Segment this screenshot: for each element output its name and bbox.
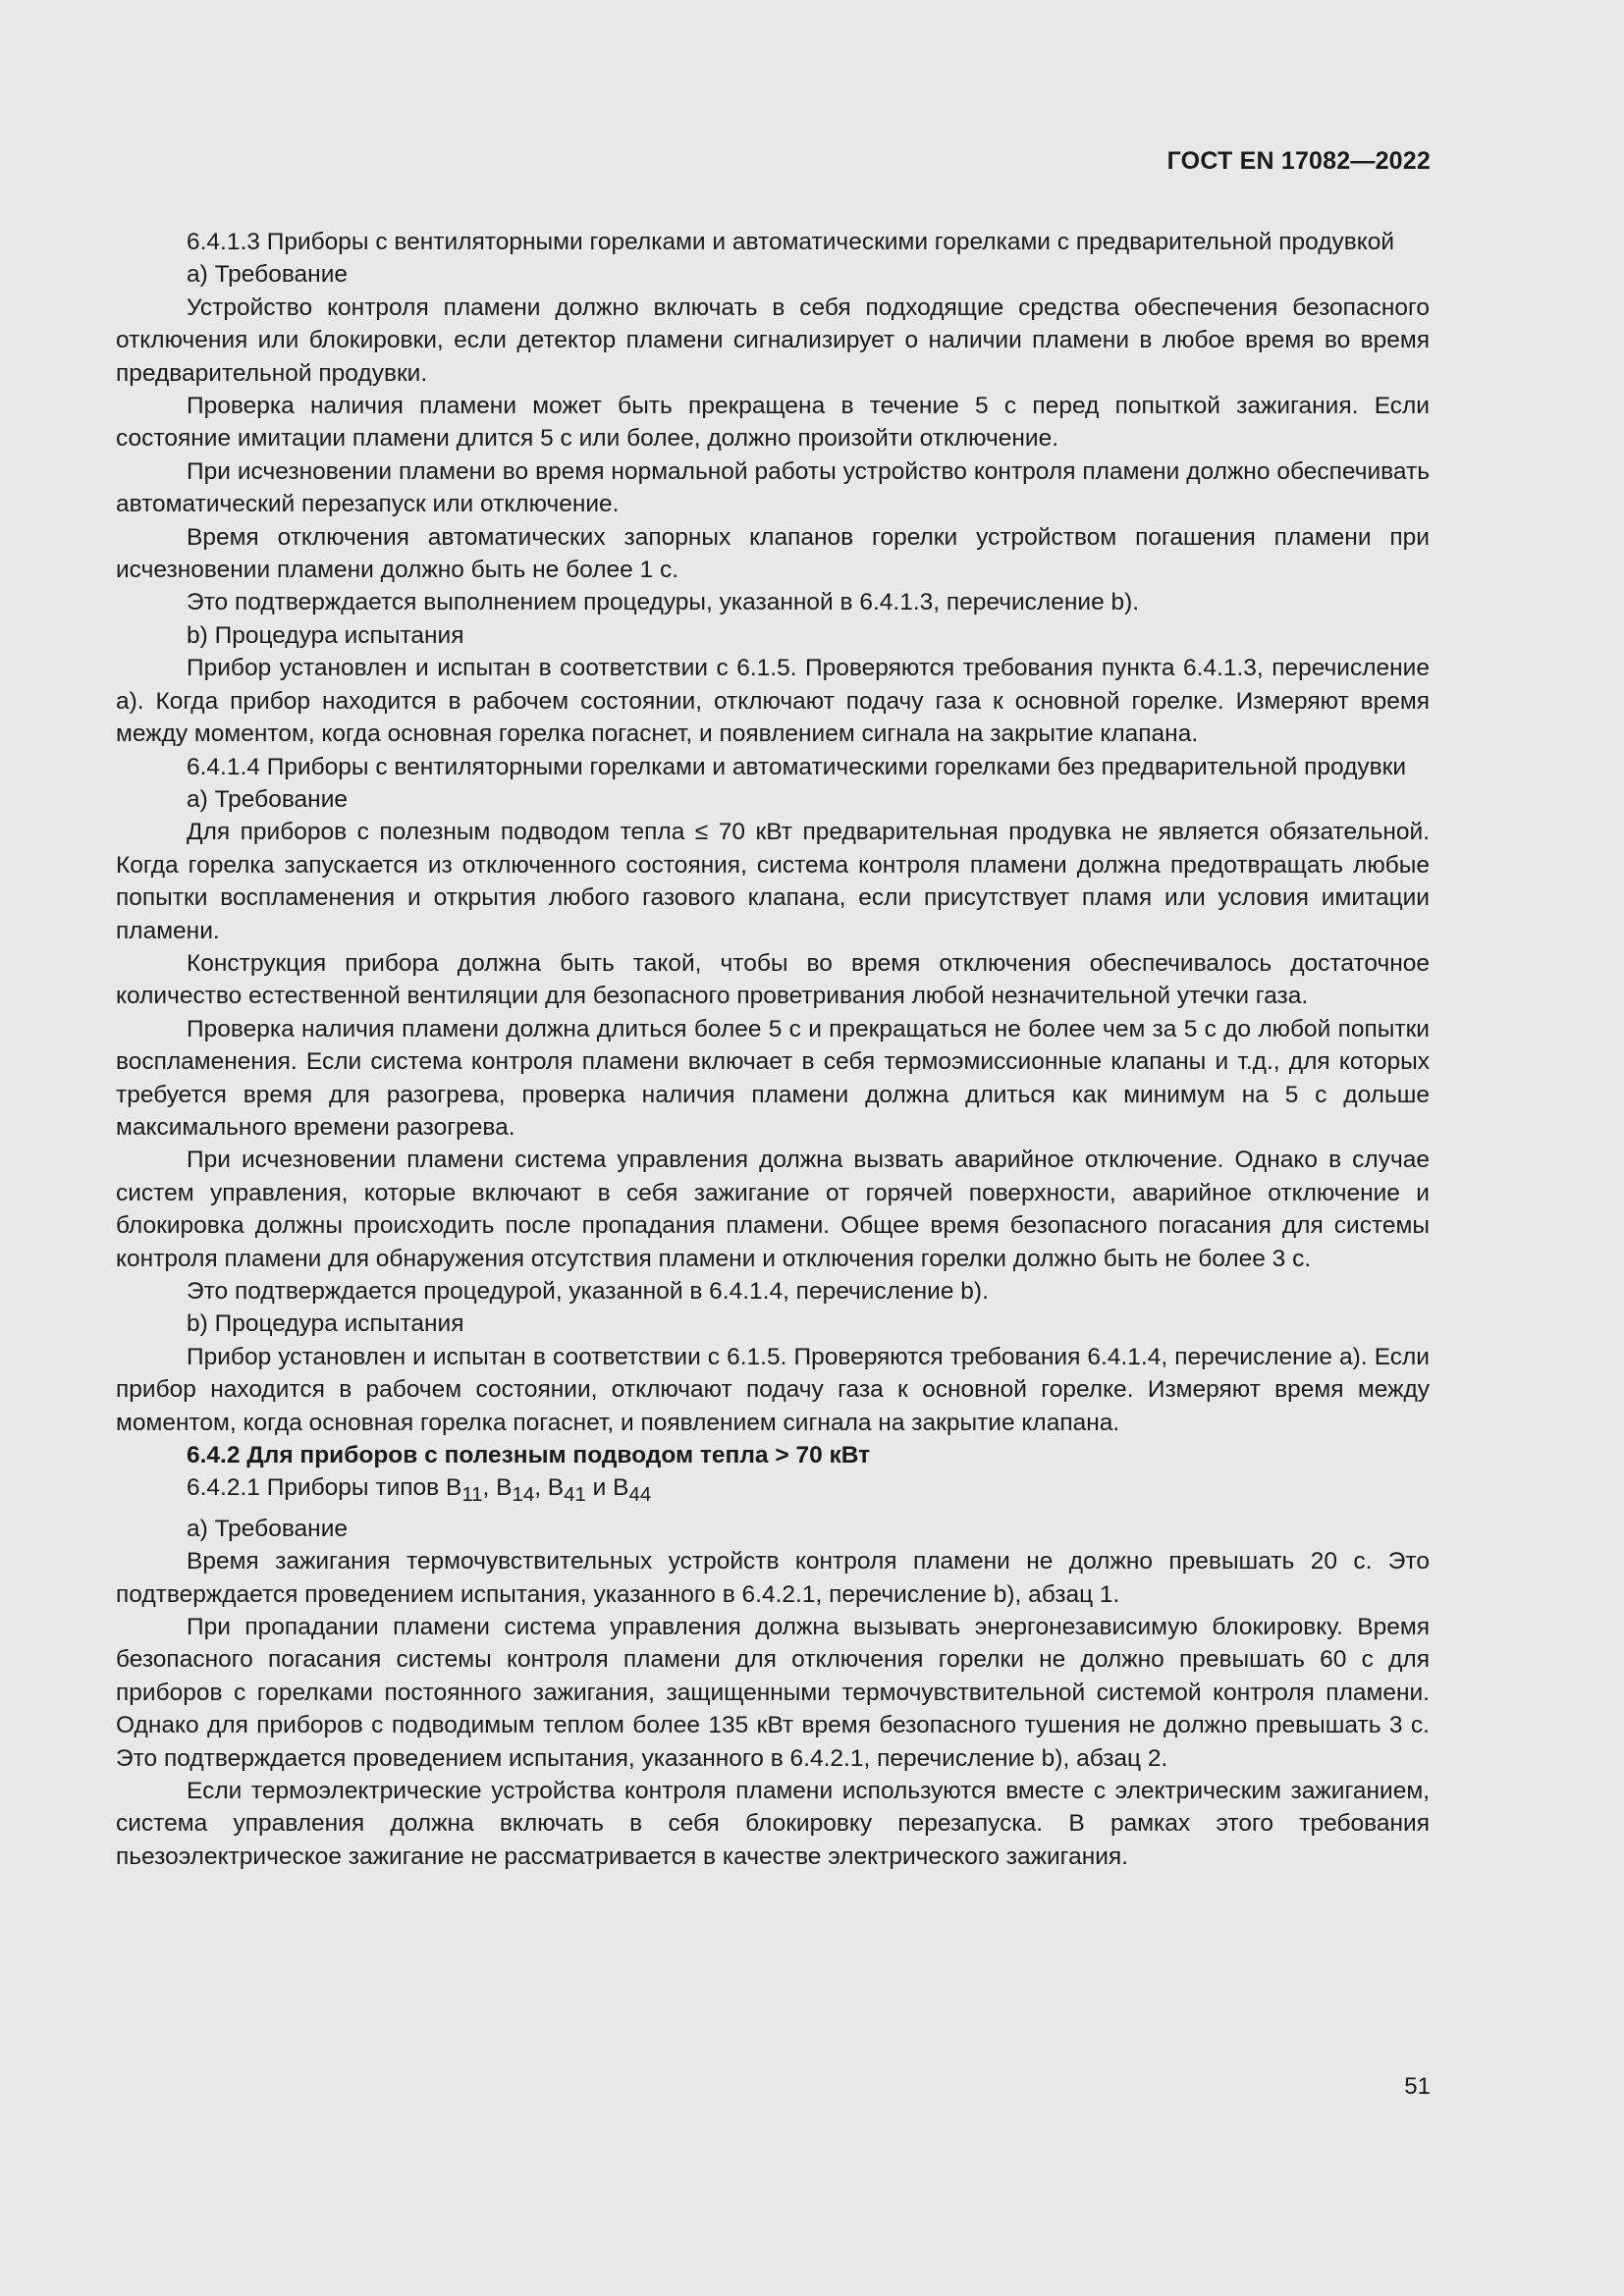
test-procedure-label: b) Процедура испытания: [187, 621, 464, 649]
requirement-label: a) Требование: [187, 261, 349, 289]
subscript: 44: [628, 1484, 652, 1507]
requirement-label: a) Требование: [187, 785, 349, 813]
clause-6421-prefix: 6.4.2.1 Приборы типов B: [187, 1474, 462, 1502]
section-642-heading: 6.4.2 Для приборов с полезным подводом тепла > 70 кВт: [187, 1442, 871, 1469]
paragraph: При исчезновении пламени система управления должна вызвать аварийное отключение. Однако в случае систем управления, которые включают в себя зажигание от горячей поверхности, аварийное отключение и блокировка должны происходить после пропадания пламени. Общее время безопасного погасания для системы контроля пламени для обнаружения отсутствия пламени и отключения горелки должно быть не более 3 с.: [116, 1147, 1430, 1272]
paragraph: Проверка наличия пламени должна длиться более 5 с и прекращаться не более чем за 5 с до любой попытки воспламенения. Если система контроля пламени включает в себя термоэмиссионные клапаны и т.д., для которых требуется время для разогрева, проверка наличия пламени должна длиться как минимум на 5 с дольше максимального времени разогрева.: [116, 1015, 1430, 1141]
paragraph: Это подтверждается процедурой, указанной в 6.4.1.4, перечисление b).: [187, 1278, 989, 1305]
clause-6413-heading: 6.4.1.3 Приборы с вентиляторными горелками и автоматическими горелками с предварительной продувкой: [187, 229, 1395, 255]
paragraph: Прибор установлен и испытан в соответствии с 6.1.5. Проверяются требования пункта 6.4.1.3, перечисление a). Когда прибор находится в рабочем состоянии, отключают подачу газа к основной горелке. Измеряют время между моментом, когда основная горелка погаснет, и появлением сигнала на закрытие клапана.: [116, 655, 1430, 748]
paragraph: Это подтверждается выполнением процедуры, указанной в 6.4.1.3, перечисление b).: [187, 589, 1140, 616]
test-procedure-label: b) Процедура испытания: [187, 1310, 464, 1338]
document-body: [116, 226, 1430, 1873]
paragraph: Прибор установлен и испытан в соответствии с 6.1.5. Проверяются требования 6.4.1.4, перечисление a). Если прибор находится в рабочем состоянии, отключают подачу газа к основной горелке. Измеряют время между моментом, когда основная горелка погаснет, и появлением сигнала на закрытие клапана.: [116, 1343, 1430, 1436]
subscript: 41: [564, 1484, 586, 1507]
paragraph: При исчезновении пламени во время нормальной работы устройство контроля пламени должно обеспечивать автоматический перезапуск или отключение.: [116, 457, 1430, 518]
paragraph: При пропадании пламени система управления должна вызывать энергонезависимую блокировку. Время безопасного погасания системы контроля пламени для отключения горелки не должно превышать 60 с для приборов с горелками постоянного зажигания, защищенными термочувствительной системой контроля пламени. Однако для приборов с подводимым теплом более 135 кВт время безопасного тушения не должно превышать 3 с. Это подтверждается проведением испытания, указанного в 6.4.2.1, перечисление b), абзац 2.: [116, 1613, 1430, 1772]
subscript: 11: [461, 1484, 483, 1507]
document-header: ГОСТ EN 17082—2022: [1166, 147, 1431, 175]
paragraph: Время отключения автоматических запорных клапанов горелки устройством погашения пламени при исчезновении пламени должно быть не более 1 с.: [116, 523, 1430, 584]
requirement-label: a) Требование: [187, 1515, 349, 1542]
paragraph: Устройство контроля пламени должно включать в себя подходящие средства обеспечения безопасного отключения или блокировки, если детектор пламени сигнализирует о наличии пламени в любое время во время предварительной продувки.: [116, 294, 1430, 387]
paragraph: Если термоэлектрические устройства контроля пламени используются вместе с электрическим зажиганием, система управления должна включать в себя блокировку перезапуска. В рамках этого требования пьезоэлектрическое зажигание не рассматривается в качестве электрического зажигания.: [116, 1777, 1430, 1870]
paragraph: Время зажигания термочувствительных устройств контроля пламени не должно превышать 20 с. Это подтверждается проведением испытания, указанного в 6.4.2.1, перечисление b), абзац 1.: [116, 1548, 1430, 1608]
paragraph: Проверка наличия пламени может быть прекращена в течение 5 с перед попыткой зажигания. Если состояние имитации пламени длится 5 с или более, должно произойти отключение.: [116, 393, 1430, 453]
paragraph: Для приборов с полезным подводом тепла ≤ 70 кВт предварительная продувка не является обязательной. Когда горелка запускается из отключенного состояния, система контроля пламени должна предотвращать любые попытки воспламенения и открытия любого газового клапана, если присутствует пламя или условия имитации пламени.: [116, 819, 1430, 944]
clause-6421-heading: 6.4.2.1 Приборы типов $B_{11}$, $B_{14}$, $B_{41}$ и $B_{44}$: [187, 1474, 652, 1507]
clause-6414-heading: 6.4.1.4 Приборы с вентиляторными горелками и автоматическими горелками без предварительной продувки: [187, 753, 1407, 780]
paragraph: Конструкция прибора должна быть такой, чтобы во время отключения обеспечивалось достаточное количество естественной вентиляции для безопасного проветривания любой незначительной утечки газа.: [116, 949, 1430, 1010]
subscript: 14: [512, 1484, 535, 1507]
page-number: 51: [1404, 2073, 1431, 2100]
